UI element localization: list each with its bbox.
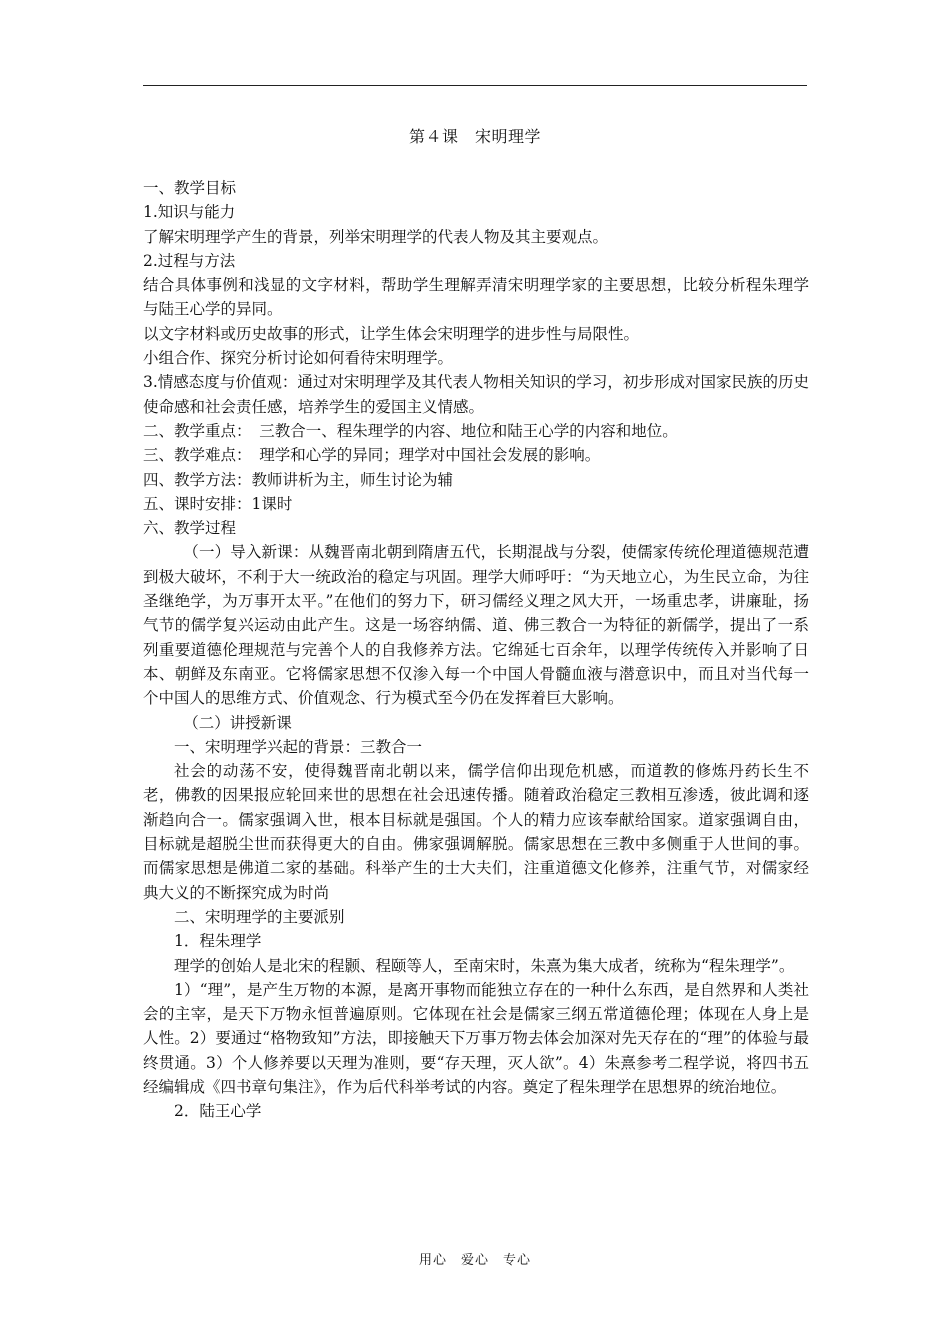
section-heading: 四、教学方法：教师讲析为主，师生讨论为辅 [143, 470, 454, 489]
subsection-heading: 一、宋明理学兴起的背景：三教合一 [174, 737, 423, 756]
header-rule [143, 85, 807, 86]
section-heading: 二、教学重点： 三教合一、程朱理学的内容、地位和陆王心学的内容和地位。 [143, 421, 678, 440]
subsection-heading: 2．陆王心学 [174, 1102, 262, 1121]
page-title: 第４课 宋明理学 [408, 127, 541, 146]
section-heading: 三、教学难点： 理学和心学的异同；理学对中国社会发展的影响。 [143, 446, 601, 465]
paragraph: 社会的动荡不安，使得魏晋南北朝以来，儒学信仰出现危机感，而道教的修炼丹药长生不老，佛教的因果报应轮回来世的思想在社会迅速传播。随着政治稳定三教相互渗透，彼此调和逐渐趋向合一。儒家强调入世，根本目标就是强国。个人的精力应该奉献给国家。道家强调自由，目标就是超脱尘世而获得更大的自由。佛家强调解脱。儒家思想在三教中多侧重于人世间的事。而儒家思想是佛道二家的基础。科举产生的士大夫们，注重道德文化修养，注重气节，对儒家经典大义的不断探究成为时尚 [143, 762, 809, 902]
subsection-heading: 2.过程与方法 [143, 251, 236, 270]
paragraph: 理学的创始人是北宋的程颢、程颐等人，至南宋时，朱熹为集大成者，统称为“程朱理学”。 [174, 956, 795, 975]
subsection-heading: （二）讲授新课 [183, 713, 292, 732]
section-heading: 五、课时安排：1课时 [143, 494, 293, 513]
section-heading: 一、教学目标 [143, 179, 237, 197]
paragraph: 以文字材料或历史故事的形式，让学生体会宋明理学的进步性与局限性。 [143, 324, 640, 343]
paragraph: 结合具体事例和浅显的文字材料，帮助学生理解弄清宋明理学家的主要思想，比较分析程朱理学与陆王心学的异同。 [143, 276, 809, 319]
paragraph: 了解宋明理学产生的背景，列举宋明理学的代表人物及其主要观点。 [143, 227, 609, 246]
paragraph: 1）“理”，是产生万物的本源，是离开事物而能独立存在的一种什么东西，是自然界和人类社会的主宰，是天下万物永恒普遍原则。它体现在社会是儒家三纲五常道德伦理；体现在人身上是人性。2）要通过“格物致知”方法，即接触天下万事万物去体会加深对先天存在的“理”的体验与最终贯通。3）个人修养要以天理为准则，要“存天理，灭人欲”。4）朱熹参考二程学说，将四书五经编辑成《四书章句集注》，作为后代科举考试的内容。奠定了程朱理学在思想界的统治地位。 [143, 980, 809, 1096]
page-footer: 用心 爱心 专心 [418, 1253, 531, 1268]
subsection-heading: 1.知识与能力 [143, 203, 236, 222]
section-heading: 六、教学过程 [143, 519, 237, 538]
paragraph: （一）导入新课：从魏晋南北朝到隋唐五代，长期混战与分裂，使儒家传统伦理道德规范遭到极大破坏，不利于大一统政治的稳定与巩固。理学大师呼吁：“为天地立心，为生民立命，为往圣继绝学，为万事开太平。”在他们的努力下，研习儒经义理之风大开，一场重忠孝，讲廉耻，扬气节的儒学复兴运动由此产生。这是一场容纳儒、道、佛三教合一为特征的新儒学，提出了一系列重要道德伦理规范与完善个人的自我修养方法。它绵延七百余年，以理学传统传入并影响了日本、朝鲜及东南亚。它将儒家思想不仅渗入每一个中国人骨髓血液与潜意识中，而且对当代每一个中国人的思维方式、价值观念、行为模式至今仍在发挥着巨大影响。 [143, 543, 809, 708]
paragraph: 3.情感态度与价值观：通过对宋明理学及其代表人物相关知识的学习，初步形成对国家民族的历史使命感和社会责任感，培养学生的爱国主义情感。 [143, 373, 809, 416]
document-body [143, 176, 809, 1124]
paragraph: 小组合作、探究分析讨论如何看待宋明理学。 [143, 349, 454, 368]
subsection-heading: 二、宋明理学的主要派别 [174, 907, 345, 926]
subsection-heading: 1．程朱理学 [174, 932, 262, 951]
